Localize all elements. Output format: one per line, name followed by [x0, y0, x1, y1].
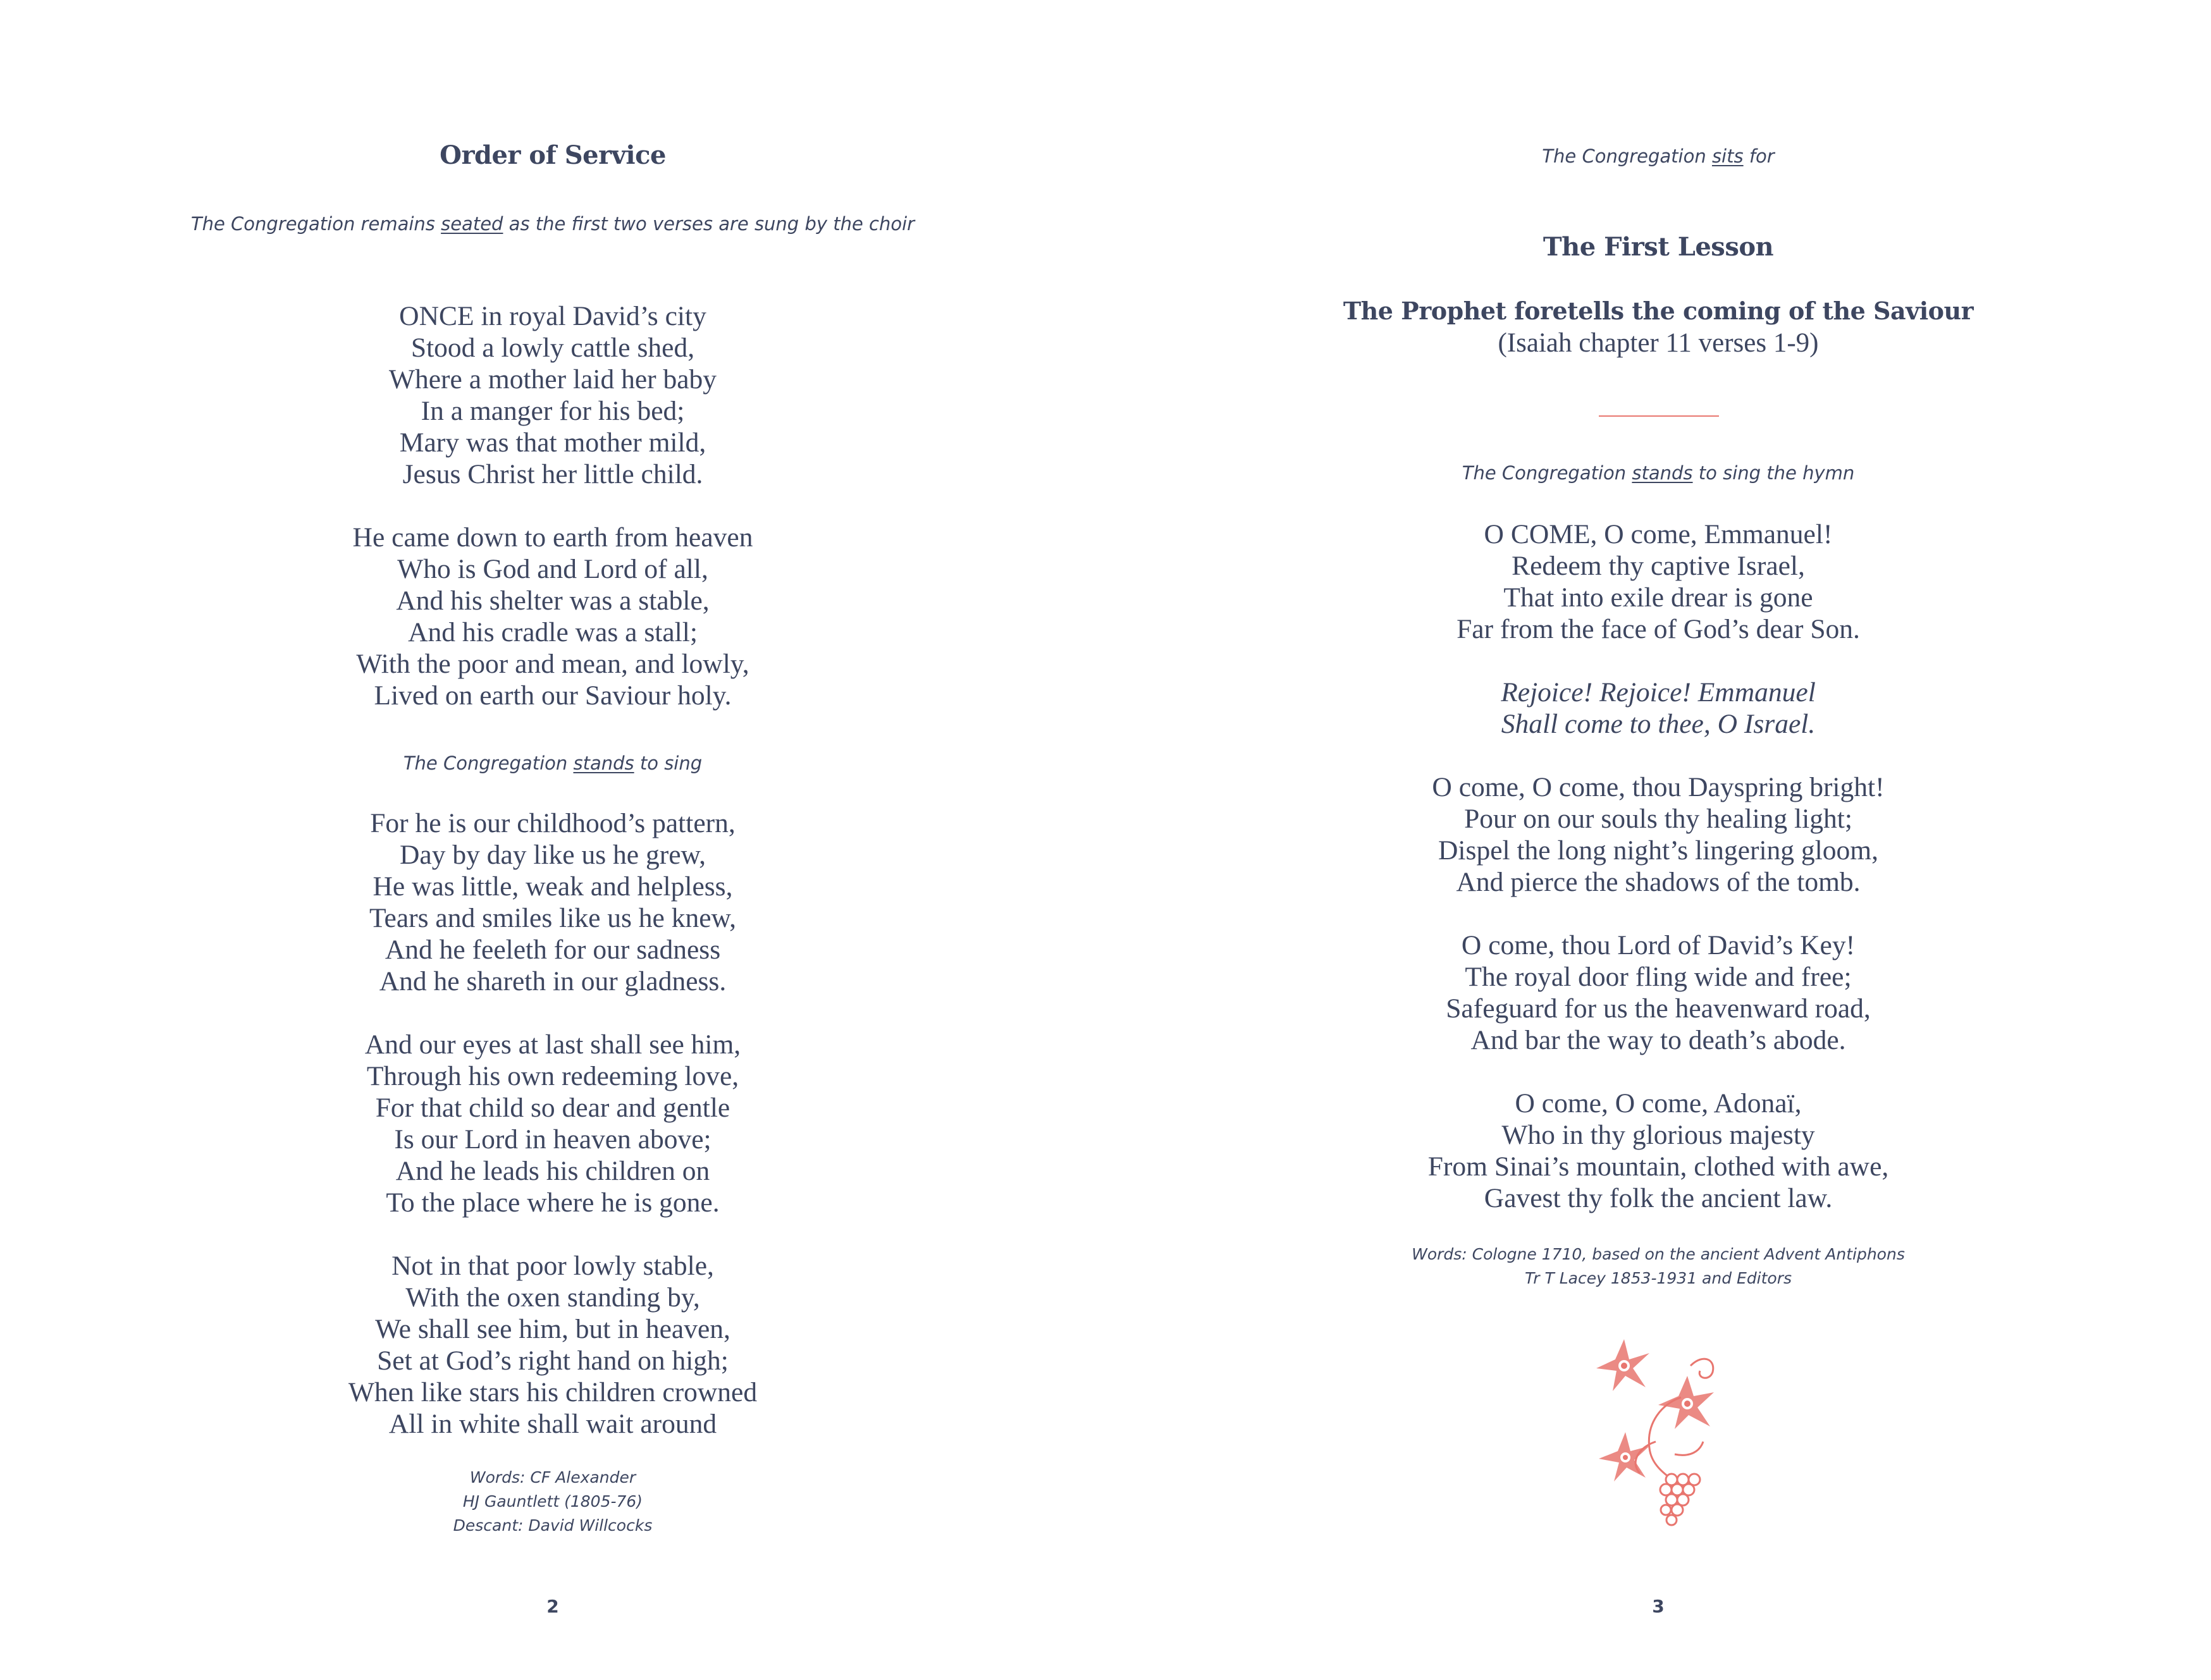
- verse-line: Stood a lowly cattle shed,: [410, 333, 695, 363]
- verse-line: And pierce the shadows of the tomb.: [1456, 867, 1861, 897]
- verse-line: Set at God’s right hand on high;: [377, 1346, 729, 1376]
- instruction-emphasis: stands: [1632, 462, 1693, 484]
- hymn-credits: [0, 1466, 1106, 1538]
- text-line: HJ Gauntlett (1805-76): [462, 1492, 643, 1511]
- verse-line: He came down to earth from heaven: [352, 522, 753, 553]
- stanza: [0, 300, 1106, 490]
- verse-line: And he feeleth for our sadness: [385, 935, 721, 965]
- order-of-service-title: Order of Service: [440, 140, 666, 170]
- instruction-text: The Congregation: [403, 752, 574, 774]
- floral-ornament-icon: [1586, 1328, 1732, 1530]
- verse-1: [1106, 518, 2211, 645]
- instruction-sits: [1106, 144, 2211, 169]
- verse-line: From Sinai’s mountain, clothed with awe,: [1427, 1151, 1889, 1182]
- stanza: [1106, 929, 2211, 1056]
- verse-line: All in white shall wait around: [388, 1409, 717, 1439]
- verse-line: Tears and smiles like us he knew,: [369, 903, 737, 933]
- stanza: [0, 1250, 1106, 1440]
- verse-line: Jesus Christ her little child.: [402, 459, 703, 489]
- hymn-o-come-verses: [1106, 771, 2211, 1214]
- verse-line: O come, O come, thou Dayspring bright!: [1432, 772, 1885, 802]
- verse-line: For that child so dear and gentle: [375, 1093, 730, 1123]
- stanza: [0, 1029, 1106, 1218]
- stanza: [0, 807, 1106, 997]
- hymn-credits: [1106, 1242, 2211, 1291]
- verse-line: The royal door fling wide and free;: [1465, 962, 1852, 992]
- verse-line: Not in that poor lowly stable,: [391, 1251, 714, 1281]
- verse-line: And he leads his children on: [395, 1156, 710, 1186]
- text-line: Words: CF Alexander: [469, 1468, 636, 1487]
- verse-line: Who in thy glorious majesty: [1501, 1120, 1815, 1150]
- divider-rule: [1599, 415, 1719, 417]
- text-line: Words: Cologne 1710, based on the ancient Advent Antiphons: [1412, 1245, 1905, 1263]
- verse-line: With the poor and mean, and lowly,: [356, 649, 749, 679]
- stanza: [1106, 1088, 2211, 1214]
- verse-line: For he is our childhood’s pattern,: [370, 808, 736, 838]
- lesson-subtitle: The Prophet foretells the coming of the Saviour: [1343, 297, 1974, 325]
- verse-line: And his cradle was a stall;: [408, 617, 698, 647]
- instruction-text: to sing the hymn: [1692, 462, 1855, 484]
- text-line: That into exile drear is gone: [1503, 582, 1813, 613]
- verse-line: And he shareth in our gladness.: [379, 966, 727, 996]
- verse-line: To the place where he is gone.: [386, 1187, 720, 1218]
- lesson-title: The First Lesson: [1543, 232, 1774, 262]
- instruction-stands: [0, 751, 1106, 776]
- text-line: Descant: David Willcocks: [453, 1516, 653, 1535]
- text-line: Tr T Lacey 1853-1931 and Editors: [1524, 1269, 1792, 1287]
- verse-line: He was little, weak and helpless,: [373, 871, 733, 902]
- verse-line: Lived on earth our Saviour holy.: [374, 680, 732, 711]
- verse-line: Dispel the long night’s lingering gloom,: [1438, 835, 1878, 866]
- text-line: Redeem thy captive Israel,: [1512, 551, 1805, 581]
- instruction-text: The Congregation: [1542, 145, 1712, 167]
- verse-line: Through his own redeeming love,: [366, 1061, 739, 1091]
- instruction-emphasis: seated: [441, 213, 503, 235]
- verse-block: [1106, 771, 2211, 1214]
- verse-line: Who is God and Lord of all,: [397, 554, 708, 584]
- verse-line: When like stars his children crowned: [348, 1377, 758, 1407]
- verse-line: ONCE in royal David’s city: [399, 301, 706, 331]
- verse-line: And his shelter was a stable,: [396, 586, 710, 616]
- page-right: [1106, 0, 2211, 1680]
- stanza: [0, 522, 1106, 711]
- verse-line: Gavest thy folk the ancient law.: [1484, 1183, 1833, 1213]
- verse-line: Is our Lord in heaven above;: [394, 1124, 711, 1155]
- instruction-text: for: [1743, 145, 1775, 167]
- text-line: Shall come to thee, O Israel.: [1501, 709, 1816, 739]
- verse-line: Where a mother laid her baby: [388, 364, 717, 395]
- verse-line: With the oxen standing by,: [405, 1282, 700, 1313]
- refrain: [1106, 677, 2211, 740]
- instruction-text: as the first two verses are sung by the choir: [503, 213, 915, 235]
- verse-line: Mary was that mother mild,: [399, 427, 706, 458]
- verse-block: [0, 807, 1106, 1440]
- verse-line: And bar the way to death’s abode.: [1470, 1025, 1846, 1055]
- text-line: Rejoice! Rejoice! Emmanuel: [1501, 677, 1816, 708]
- verse-block: [0, 300, 1106, 711]
- verse-line: O come, thou Lord of David’s Key!: [1461, 930, 1856, 960]
- page-number: 2: [546, 1596, 559, 1617]
- verse-line: And our eyes at last shall see him,: [364, 1029, 741, 1060]
- instruction-emphasis: sits: [1711, 145, 1744, 167]
- hymn-verses-continued: [0, 807, 1106, 1440]
- verse-line: We shall see him, but in heaven,: [375, 1314, 730, 1344]
- instruction-emphasis: stands: [573, 752, 634, 774]
- page-number: 3: [1652, 1596, 1665, 1617]
- text-line: O COME, O come, Emmanuel!: [1484, 519, 1833, 549]
- verse-line: O come, O come, Adonaï,: [1515, 1088, 1802, 1119]
- instruction-text: The Congregation: [1462, 462, 1632, 484]
- instruction-text: The Congregation remains: [190, 213, 441, 235]
- verse-line: In a manger for his bed;: [421, 396, 685, 426]
- stanza: [1106, 771, 2211, 898]
- lesson-reference: (Isaiah chapter 11 verses 1-9): [1498, 328, 1819, 358]
- instruction-text: to sing: [634, 752, 703, 774]
- verse-line: Pour on our souls thy healing light;: [1464, 804, 1852, 834]
- text-line: Far from the face of God’s dear Son.: [1457, 614, 1860, 644]
- hymn-once-in-royal: [0, 300, 1106, 711]
- verse-line: Day by day like us he grew,: [399, 840, 706, 870]
- verse-line: Safeguard for us the heavenward road,: [1446, 993, 1871, 1024]
- instruction-seated: [0, 211, 1106, 236]
- instruction-stands-hymn: [1106, 460, 2211, 486]
